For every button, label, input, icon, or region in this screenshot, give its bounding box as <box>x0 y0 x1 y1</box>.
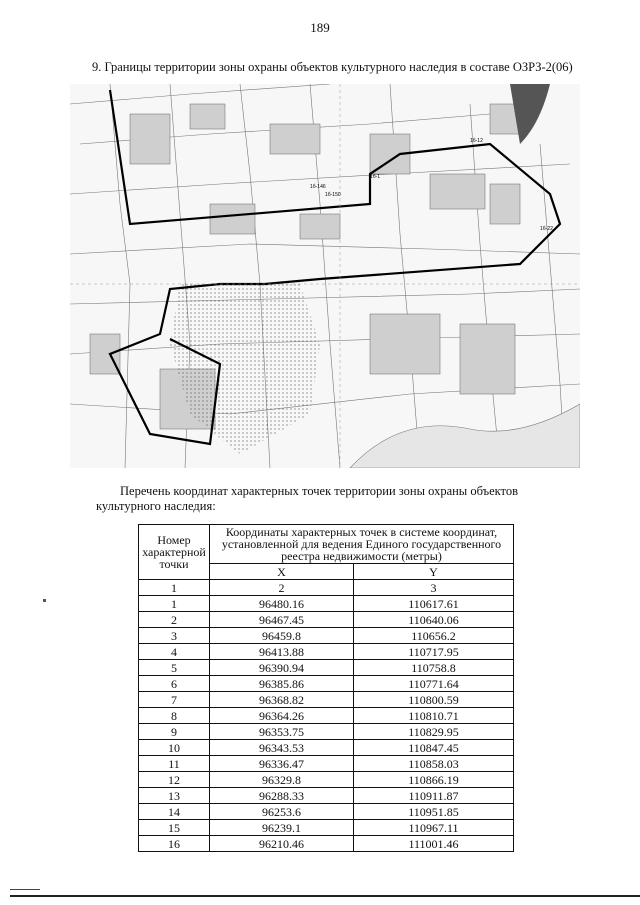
table-row <box>139 692 514 708</box>
table-row <box>139 788 514 804</box>
cell-y: 110617.61 <box>353 596 513 612</box>
map-point-label: 1б-22 <box>540 226 553 232</box>
map-point-label: 1б-150 <box>325 192 341 198</box>
header-point-number: Номер характерной точки <box>139 525 210 580</box>
cell-y: 110829.95 <box>353 724 513 740</box>
cell-y: 111001.46 <box>353 836 513 852</box>
page-number: 189 <box>310 20 330 35</box>
cell-x: 96390.94 <box>210 660 354 676</box>
cell-x: 96467.45 <box>210 612 354 628</box>
cell-y: 110847.45 <box>353 740 513 756</box>
cell-x: 96329.8 <box>210 772 354 788</box>
cell-y: 110866.19 <box>353 772 513 788</box>
cell-y: 110810.71 <box>353 708 513 724</box>
table-row <box>139 756 514 772</box>
table-row <box>139 804 514 820</box>
footer-rule <box>10 895 640 897</box>
cell-n: 9 <box>139 724 210 740</box>
cell-n: 3 <box>139 628 210 644</box>
header-x: X <box>210 564 354 580</box>
scan-artifact <box>43 599 46 602</box>
cell-x: 96343.53 <box>210 740 354 756</box>
map-point-label: 1б-1 <box>370 174 381 180</box>
dark-area <box>510 84 550 144</box>
table-index-row <box>139 580 514 596</box>
cell-x: 96336.47 <box>210 756 354 772</box>
cell-x: 96253.6 <box>210 804 354 820</box>
index-cell: 1 <box>139 580 210 596</box>
cell-n: 11 <box>139 756 210 772</box>
cell-x: 96288.33 <box>210 788 354 804</box>
cell-y: 110717.95 <box>353 644 513 660</box>
cell-n: 7 <box>139 692 210 708</box>
index-cell: 2 <box>210 580 354 596</box>
cell-x: 96413.88 <box>210 644 354 660</box>
cell-n: 14 <box>139 804 210 820</box>
table-body <box>139 596 514 852</box>
cell-y: 110758.8 <box>353 660 513 676</box>
cell-y: 110640.06 <box>353 612 513 628</box>
cell-n: 4 <box>139 644 210 660</box>
caption-line: культурного наследия: <box>96 499 216 513</box>
cell-y: 110911.87 <box>353 788 513 804</box>
cell-x: 96353.75 <box>210 724 354 740</box>
cell-n: 5 <box>139 660 210 676</box>
cell-n: 16 <box>139 836 210 852</box>
cell-x: 96480.16 <box>210 596 354 612</box>
coordinates-table <box>138 524 514 852</box>
table-row <box>139 596 514 612</box>
footer-mark <box>10 889 40 890</box>
table-row <box>139 644 514 660</box>
table-row <box>139 740 514 756</box>
cell-y: 110967.11 <box>353 820 513 836</box>
map-point-label: 1б-146 <box>310 184 326 190</box>
table-row <box>139 676 514 692</box>
cell-n: 13 <box>139 788 210 804</box>
cell-y: 110656.2 <box>353 628 513 644</box>
table-row <box>139 836 514 852</box>
table-row <box>139 708 514 724</box>
boundary-map <box>70 84 580 468</box>
map-drawing <box>70 84 580 468</box>
section-heading: 9. Границы территории зоны охраны объектов культурного наследия в составе ОЗРЗ-2(06) <box>92 60 573 74</box>
cell-y: 110771.64 <box>353 676 513 692</box>
cell-y: 110951.85 <box>353 804 513 820</box>
cell-x: 96459.8 <box>210 628 354 644</box>
cell-n: 6 <box>139 676 210 692</box>
cell-n: 15 <box>139 820 210 836</box>
cell-n: 8 <box>139 708 210 724</box>
cell-x: 96385.86 <box>210 676 354 692</box>
index-cell: 3 <box>353 580 513 596</box>
table-row <box>139 660 514 676</box>
table-row <box>139 724 514 740</box>
cell-n: 10 <box>139 740 210 756</box>
cell-x: 96368.82 <box>210 692 354 708</box>
table-row <box>139 820 514 836</box>
cell-y: 110800.59 <box>353 692 513 708</box>
cell-n: 1 <box>139 596 210 612</box>
coordinates-caption <box>96 484 576 514</box>
caption-line: Перечень координат характерных точек территории зоны охраны объектов <box>120 484 519 498</box>
map-point-label: 1б-12 <box>470 138 483 144</box>
cell-x: 96364.26 <box>210 708 354 724</box>
table-row <box>139 772 514 788</box>
cell-y: 110858.03 <box>353 756 513 772</box>
table-row <box>139 628 514 644</box>
cell-x: 96210.46 <box>210 836 354 852</box>
header-coordinates: Координаты характерных точек в системе координат, установленной для ведения Единого государственного реестра недвижимости (метры) <box>210 525 514 564</box>
cell-x: 96239.1 <box>210 820 354 836</box>
header-y: Y <box>353 564 513 580</box>
cell-n: 2 <box>139 612 210 628</box>
cell-n: 12 <box>139 772 210 788</box>
water-area <box>350 404 580 468</box>
table-row <box>139 612 514 628</box>
